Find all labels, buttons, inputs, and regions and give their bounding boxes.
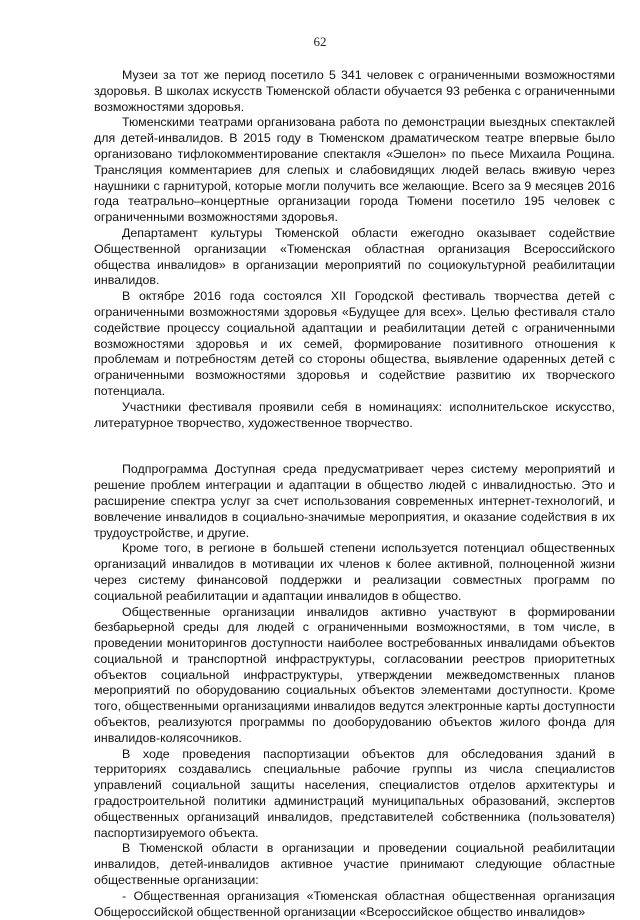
paragraph-culture-department: Департамент культуры Тюменской области ежегодно оказывает содействие Общественной организации «Тюменская областная организация Всероссийского общества инвалидов» в организации мероприятий по социокультурной реабилитации инвалидов. (94, 225, 615, 288)
paragraph-barrier-free-environment: Общественные организации инвалидов активно участвуют в формировании безбарьерной среды для людей с ограниченными возможностями, в том числе, в проведении мониторингов доступности наиболее востребованных инвалидами объектов социальной и транспортной инфраструктуры, согласовании реестров приоритетных объектов социальной инфраструктуры, утверждении межведомственных планов мероприятий по оборудованию социальных объектов элементами доступности. Кроме того, общественными организациями инвалидов ведутся электронные карты доступности объектов, реализуются программы по дооборудованию объектов жилого фонда для инвалидов-колясочников. (94, 604, 615, 745)
paragraph-certification: В ходе проведения паспортизации объектов для обследования зданий в территориях создавались специальные рабочие группы из числа специалистов управлений социальной защиты населения, специалистов отделов архитектуры и градостроительной политики администраций муниципальных образований, экспертов общественных организаций инвалидов, представителей собственника (пользователя) паспортизируемого объекта. (94, 746, 615, 840)
document-body (94, 68, 615, 920)
paragraph-accessible-environment: Подпрограмма Доступная среда предусматривает через систему мероприятий и решение проблем интеграции и адаптации в общество людей с инвалидностью. Это и расширение спектра услуг за счет использования современных интернет-технологий, и вовлечение инвалидов в социально-значимые мероприятия, и оказание содействия в их трудоустройстве, и другие. (94, 462, 615, 540)
paragraph-festival: В октябре 2016 года состоялся XII Городской фестиваль творчества детей с ограниченными возможностями здоровья «Будущее для всех». Целью фестиваля стало содействие процессу социальной адаптации и реабилитации детей с ограниченными возможностями здоровья и их семей, формирование позитивного отношения к проблемам и потребностям детей со стороны общества, выявление одаренных детей с ограниченными возможностями здоровья и содействие развитию их творческого потенциала. (94, 289, 615, 398)
paragraph-public-organizations-potential: Кроме того, в регионе в большей степени используется потенциал общественных организаций инвалидов в мотивации их членов к более активной, полноценной жизни через систему финансовой поддержки и реализации совместных программ по социальной реабилитации и адаптации инвалидов в общество. (94, 541, 615, 603)
paragraph-regional-organizations: В Тюменской области в организации и проведении социальной реабилитации инвалидов, детей-инвалидов активное участие принимают следующие областные общественные организации: (94, 841, 615, 888)
paragraph-festival-nominations: Участники фестиваля проявили себя в номинациях: исполнительское искусство, литературное творчество, художественное творчество. (94, 399, 615, 430)
paragraph-theatres: Тюменскими театрами организована работа по демонстрации выездных спектаклей для детей-инвалидов. В 2015 году в Тюменском драматическом театре впервые было организовано тифлокомментирование спектакля «Эшелон» по пьесе Михаила Рощина. Трансляция комментариев для слепых и слабовидящих людей велась вживую через наушники с гарнитурой, которые могли получить все желающие. Всего за 9 месяцев 2016 года театрально–концертные организации города Тюмени посетило 195 человек с ограниченными возможностями здоровья. (94, 115, 615, 225)
page-number: 62 (313, 34, 327, 49)
list-item-organization: - Общественная организация «Тюменская областная общественная организация Общероссийской общественной организации «Всероссийское общество инвалидов» (94, 888, 615, 919)
paragraph-museums: Музеи за тот же период посетило 5 341 человек с ограниченными возможностями здоровья. В школах искусств Тюменской области обучается 93 ребенка с ограниченными возможностями здоровья. (94, 68, 615, 114)
